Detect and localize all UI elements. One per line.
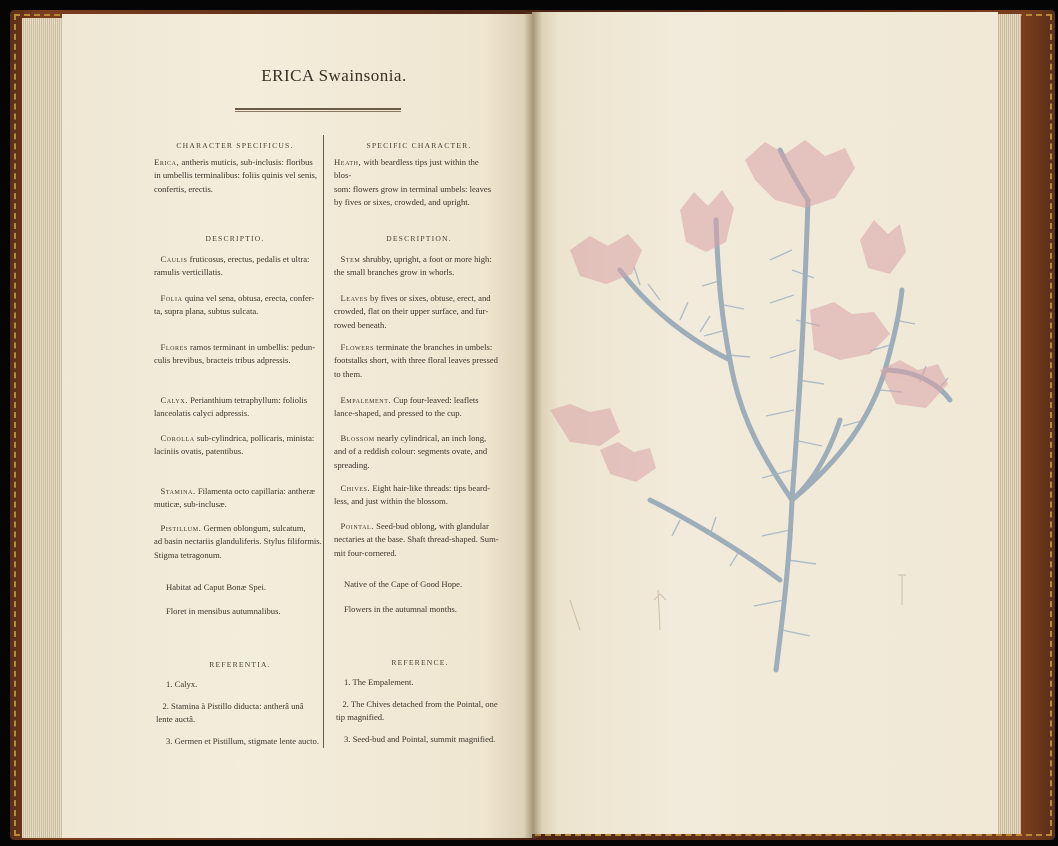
english-reference-header: REFERENCE. <box>391 658 449 667</box>
page-title: ERICA Swainsonia. <box>261 66 407 85</box>
latin-description-header: DESCRIPTIO. <box>205 234 265 243</box>
english-section-chives: Chives. Eight hair-like threads: tips beard- less, and just within the blossom. <box>334 483 491 507</box>
latin-section-flores: Flores ramos terminant in umbellis: pedun- culis brevibus, bracteis tribus adpressis. <box>154 342 316 366</box>
english-reference-3: 3. Seed-bud and Pointal, summit magnified. <box>344 734 496 744</box>
latin-section-corolla: Corolla sub-cylindrica, pollicaris, minista: laciniis ovatis, patentibus. <box>154 433 315 457</box>
latin-reference-header: REFERENTIA. <box>209 660 271 669</box>
english-reference-1: 1. The Empalement. <box>344 677 414 687</box>
latin-character-lead: Erica, <box>154 157 180 167</box>
english-section-flowers: Flowers terminate the branches in umbels: footstalks short, with three floral leaves pressed to them. <box>334 342 498 379</box>
latin-section-caulis: Caulis fruticosus, erectus, pedalis et ultra: ramulis verticillatis. <box>154 254 310 278</box>
english-section-leaves: Leaves by fives or sixes, obtuse, erect, and crowded, flat on their upper surface, and fur- rowed beneath. <box>334 293 491 330</box>
latin-section-stamina: Stamina. Filamenta octo capillaria: antheræ muticæ, sub-inclusæ. <box>154 486 316 510</box>
english-section-stem: Stem shrubby, upright, a foot or more high: the small branches grow in whorls. <box>334 254 492 278</box>
latin-character: Erica, antheris muticis, sub-inclusis: floribus in umbellis terminalibus: foliis quinis vel senis, confertis, erectis. <box>154 157 318 194</box>
english-character: Heath, with beardless tips just within the blos- som: flowers grow in terminal umbels: leaves by fives or sixes, crowded, and upright. <box>334 157 492 208</box>
title-rule-thin <box>235 111 401 112</box>
left-page-edges <box>22 18 64 838</box>
latin-section-pistillum: Pistillum. Germen oblongum, sulcatum, ad basin nectariis glanduliferis. Stylus filiformis. Stigma tetragonum. <box>154 523 322 560</box>
latin-section-folia: Folia quina vel sena, obtusa, erecta, confer- ta, supra plana, subtus sulcata. <box>154 293 315 317</box>
english-floret: Flowers in the autumnal months. <box>344 604 457 614</box>
english-reference-2: 2. The Chives detached from the Pointal, one tip magnified. <box>336 699 498 723</box>
english-habitat: Native of the Cape of Good Hope. <box>344 579 463 589</box>
dissection-details <box>570 575 906 630</box>
latin-reference-1: 1. Calyx. <box>166 679 198 689</box>
erica-illustration <box>540 120 980 680</box>
latin-habitat: Habitat ad Caput Bonæ Spei. <box>166 582 267 592</box>
english-character-header: SPECIFIC CHARACTER. <box>366 141 472 150</box>
english-section-empalement: Empalement. Cup four-leaved: leaflets lance-shaped, and pressed to the cup. <box>334 395 479 419</box>
latin-floret: Floret in mensibus autumnalibus. <box>166 606 281 616</box>
column-divider <box>323 135 324 748</box>
latin-reference-2: 2. Stamina à Pistillo diducta: antherâ unâ lente auctâ. <box>156 701 304 725</box>
right-page-edges <box>995 14 1021 834</box>
latin-reference-3: 3. Germen et Pistillum, stigmate lente aucto. <box>166 736 319 746</box>
latin-character-header: CHARACTER SPECIFICUS. <box>176 141 294 150</box>
english-section-pointal: Pointal. Seed-bud oblong, with glandular nectaries at the base. Shaft thread-shaped. Sum- mit four-cornered. <box>334 521 499 558</box>
latin-section-calyx: Calyx. Perianthium tetraphyllum: foliolis lanceolatis calyci adpressis. <box>154 395 308 419</box>
english-description-header: DESCRIPTION. <box>386 234 452 243</box>
english-section-blossom: Blossom nearly cylindrical, an inch long, and of a reddish colour: segments ovate, and spreading. <box>334 433 488 470</box>
title-rule <box>235 108 401 110</box>
